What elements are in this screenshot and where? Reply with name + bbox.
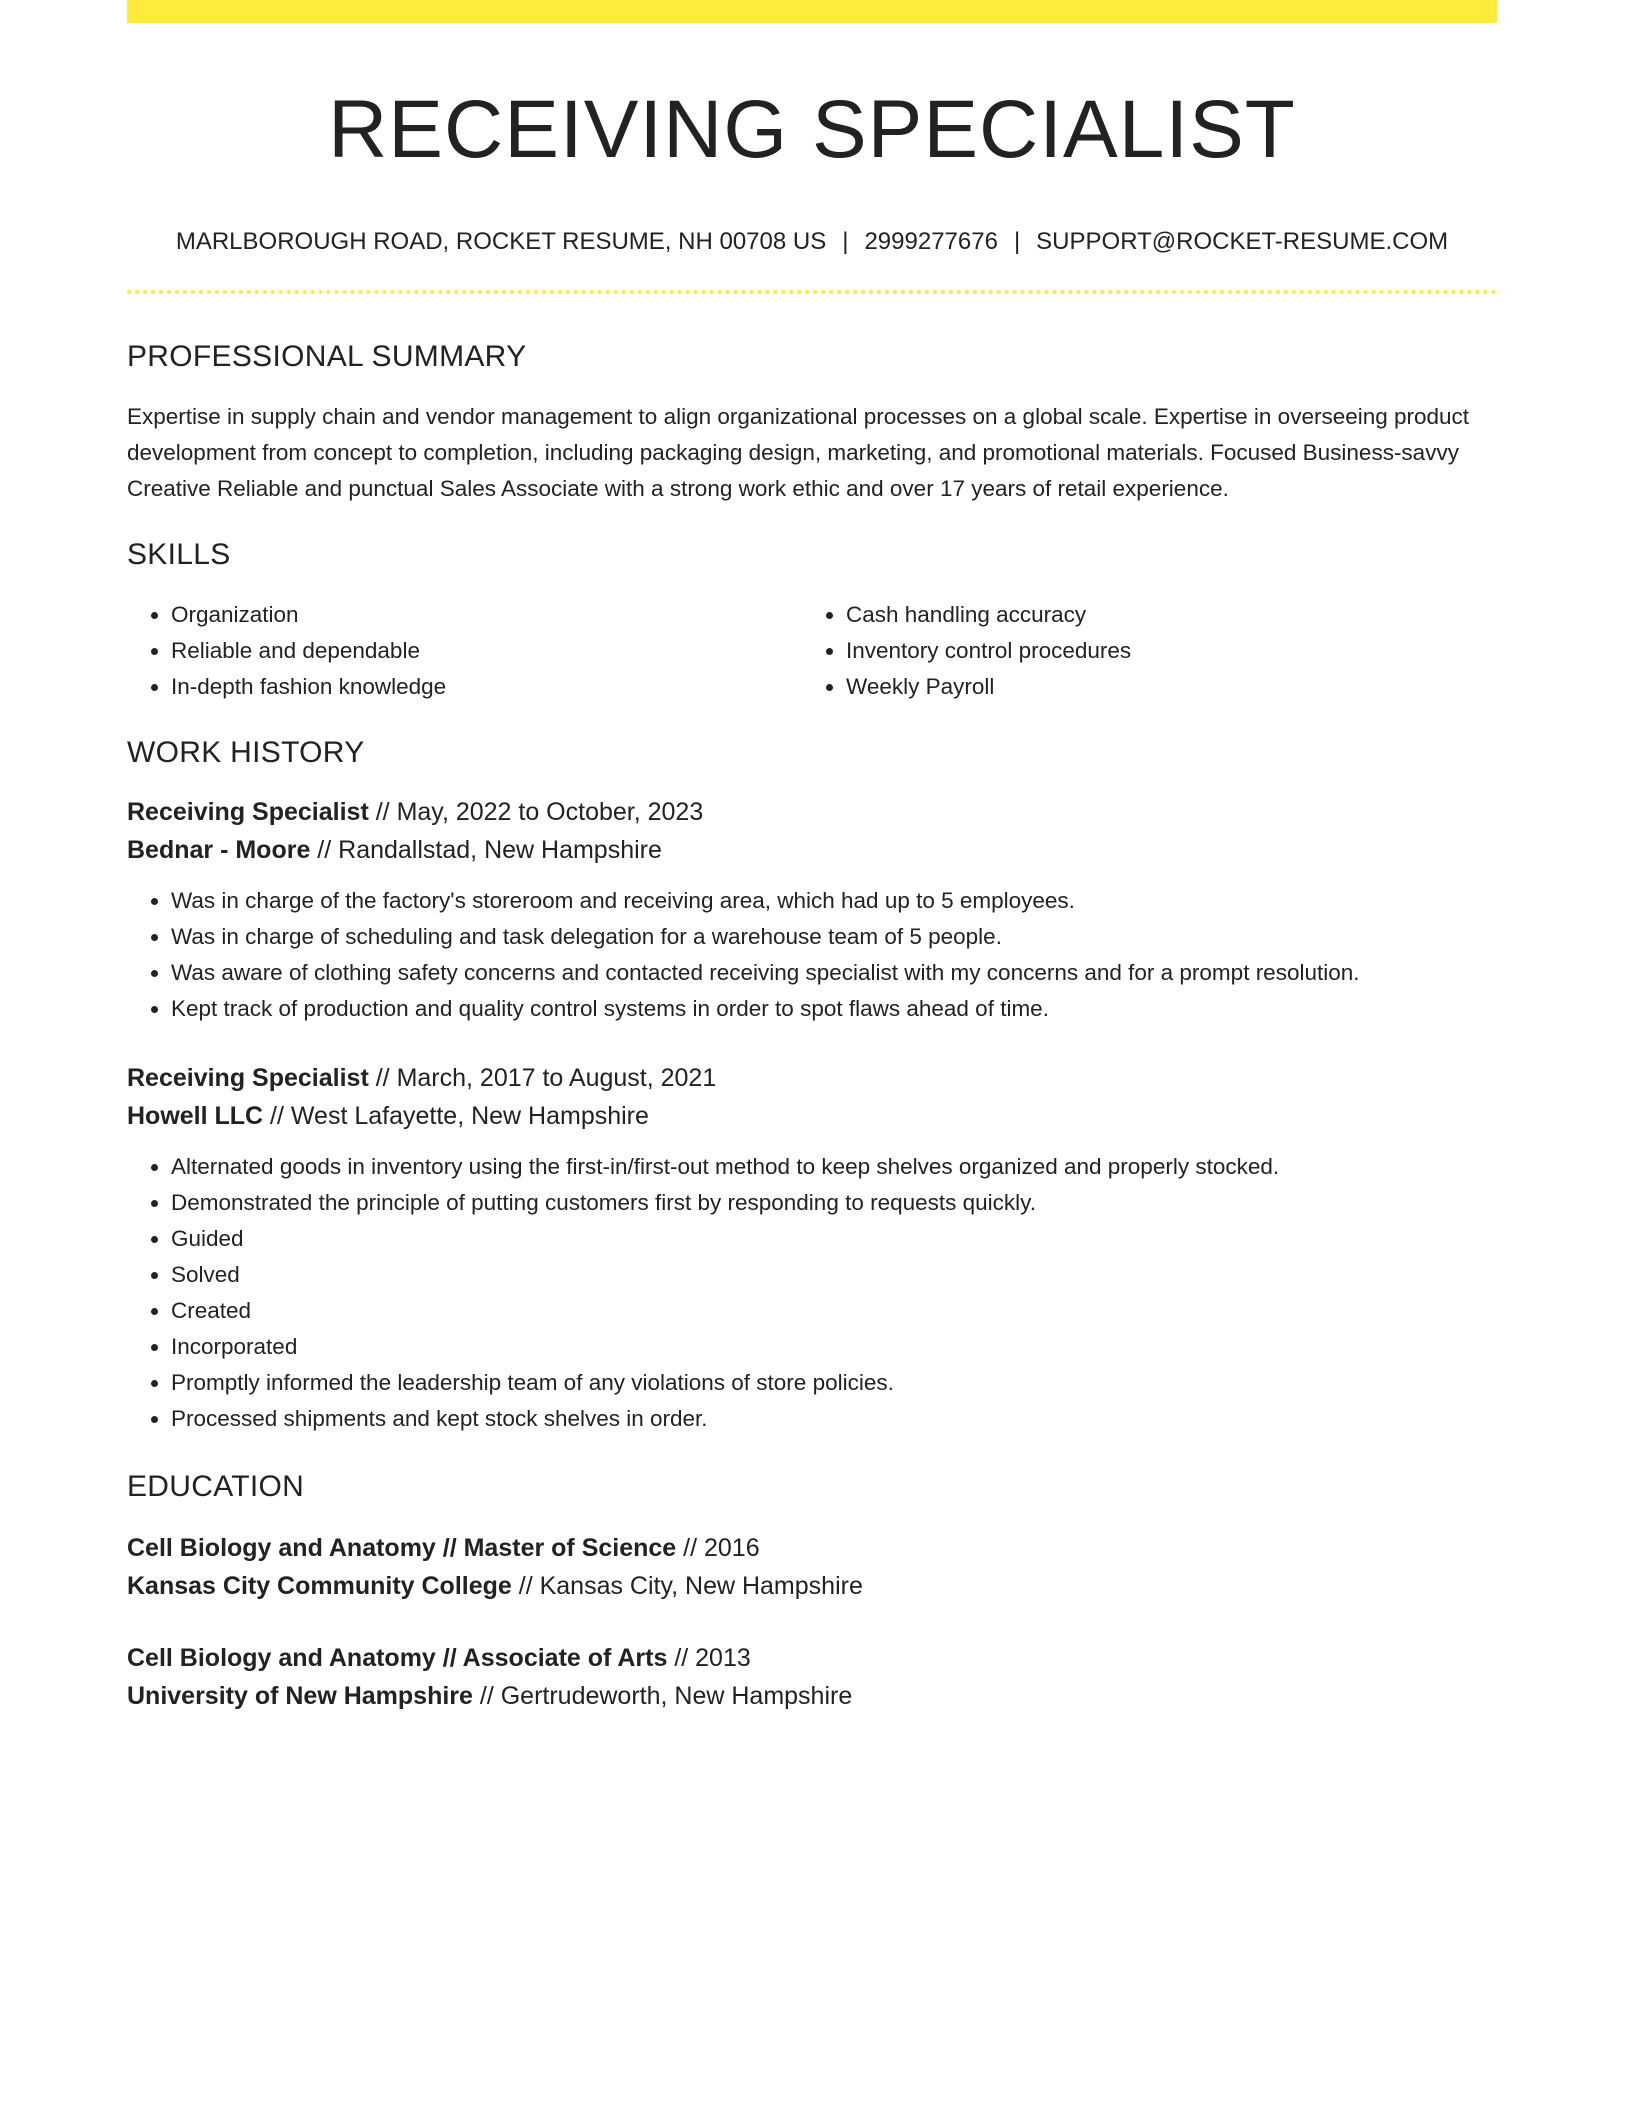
work-history-heading: WORK HISTORY xyxy=(127,736,365,769)
address: MARLBOROUGH ROAD, ROCKET RESUME, NH 00708 US xyxy=(175,228,827,255)
phone: 2999277676 xyxy=(864,228,998,255)
skills-section xyxy=(127,537,1497,705)
dotted-divider xyxy=(127,290,1497,294)
job-company: Bednar - Moore xyxy=(127,836,311,864)
degree-line xyxy=(127,1529,1497,1567)
skill-item: • Organization xyxy=(171,597,802,633)
job-title-line xyxy=(127,1059,1497,1097)
education-entry xyxy=(127,1639,1497,1715)
education-heading: EDUCATION xyxy=(127,1470,305,1503)
summary-section xyxy=(127,339,1497,507)
school-location: // Kansas City, New Hampshire xyxy=(511,1572,863,1600)
skill-item: • In-depth fashion knowledge xyxy=(171,669,802,705)
school: University of New Hampshire xyxy=(127,1682,473,1710)
job-company-line xyxy=(127,1097,1497,1135)
job-title: Receiving Specialist xyxy=(127,798,369,826)
education-entry xyxy=(127,1529,1497,1605)
job-bullet: • Guided xyxy=(171,1221,1497,1257)
degree-year: // 2016 xyxy=(676,1534,760,1562)
job-bullet: • Was in charge of scheduling and task delegation for a warehouse team of 5 people. xyxy=(171,919,1497,955)
job-dates: // May, 2022 to October, 2023 xyxy=(368,798,704,826)
contact-separator: | xyxy=(842,228,849,255)
job-location: // West Lafayette, New Hampshire xyxy=(263,1102,649,1130)
job-bullets xyxy=(127,883,1497,1027)
email: SUPPORT@ROCKET-RESUME.COM xyxy=(1036,228,1449,255)
degree-year: // 2013 xyxy=(667,1644,751,1672)
job-bullet: • Promptly informed the leadership team of any violations of store policies. xyxy=(171,1365,1497,1401)
contact-line xyxy=(127,227,1497,257)
job-company: Howell LLC xyxy=(127,1102,264,1130)
education-section xyxy=(127,1469,1497,1715)
job-bullet: • Incorporated xyxy=(171,1329,1497,1365)
school-location: // Gertrudeworth, New Hampshire xyxy=(472,1682,853,1710)
job-dates: // March, 2017 to August, 2021 xyxy=(368,1064,717,1092)
summary-heading: PROFESSIONAL SUMMARY xyxy=(127,340,527,373)
skill-item: • Weekly Payroll xyxy=(846,669,1477,705)
accent-bar xyxy=(127,0,1497,23)
job-title-line xyxy=(127,793,1497,831)
skills-grid xyxy=(127,597,1497,705)
summary-text: Expertise in supply chain and vendor management to align organizational processes on a global scale. Expertise in overseeing product development from concept to completion, including packaging design, marketing, and promotional materials. Focused Business-savvy Creative Reliable and punctual Sales Associate with a strong work ethic and over 17 years of retail experience. xyxy=(127,404,1470,501)
work-history-section xyxy=(127,735,1497,1437)
skill-item: • Reliable and dependable xyxy=(171,633,802,669)
job-bullets xyxy=(127,1149,1497,1437)
contact-separator: | xyxy=(1013,228,1021,255)
resume-page xyxy=(127,0,1497,1715)
skill-item: • Cash handling accuracy xyxy=(846,597,1477,633)
skills-heading: SKILLS xyxy=(127,538,231,571)
skill-item: • Inventory control procedures xyxy=(846,633,1477,669)
candidate-name: RECEIVING SPECIALIST xyxy=(328,84,1296,175)
skills-list-left xyxy=(127,597,802,705)
job-bullet: • Created xyxy=(171,1293,1497,1329)
job-company-line xyxy=(127,831,1497,869)
school: Kansas City Community College xyxy=(127,1572,512,1600)
job-location: // Randallstad, New Hampshire xyxy=(310,836,662,864)
skills-list-right xyxy=(802,597,1477,705)
job-bullet: • Demonstrated the principle of putting customers first by responding to requests quickly. xyxy=(171,1185,1497,1221)
job-title: Receiving Specialist xyxy=(127,1064,369,1092)
school-line xyxy=(127,1677,1497,1715)
job-bullet: • Alternated goods in inventory using the first-in/first-out method to keep shelves organized and properly stocked. xyxy=(171,1149,1497,1185)
degree-line xyxy=(127,1639,1497,1677)
job-bullet: • Was aware of clothing safety concerns and contacted receiving specialist with my concerns and for a prompt resolution. xyxy=(171,955,1497,991)
job-bullet: • Processed shipments and kept stock shelves in order. xyxy=(171,1401,1497,1437)
job-bullet: • Solved xyxy=(171,1257,1497,1293)
degree: Cell Biology and Anatomy // Master of Science xyxy=(127,1534,677,1562)
job-bullet: • Kept track of production and quality control systems in order to spot flaws ahead of time. xyxy=(171,991,1497,1027)
degree: Cell Biology and Anatomy // Associate of Arts xyxy=(127,1644,668,1672)
job-bullet: • Was in charge of the factory's storeroom and receiving area, which had up to 5 employees. xyxy=(171,883,1497,919)
school-line xyxy=(127,1567,1497,1605)
job-entry xyxy=(127,793,1497,1027)
job-entry xyxy=(127,1059,1497,1437)
